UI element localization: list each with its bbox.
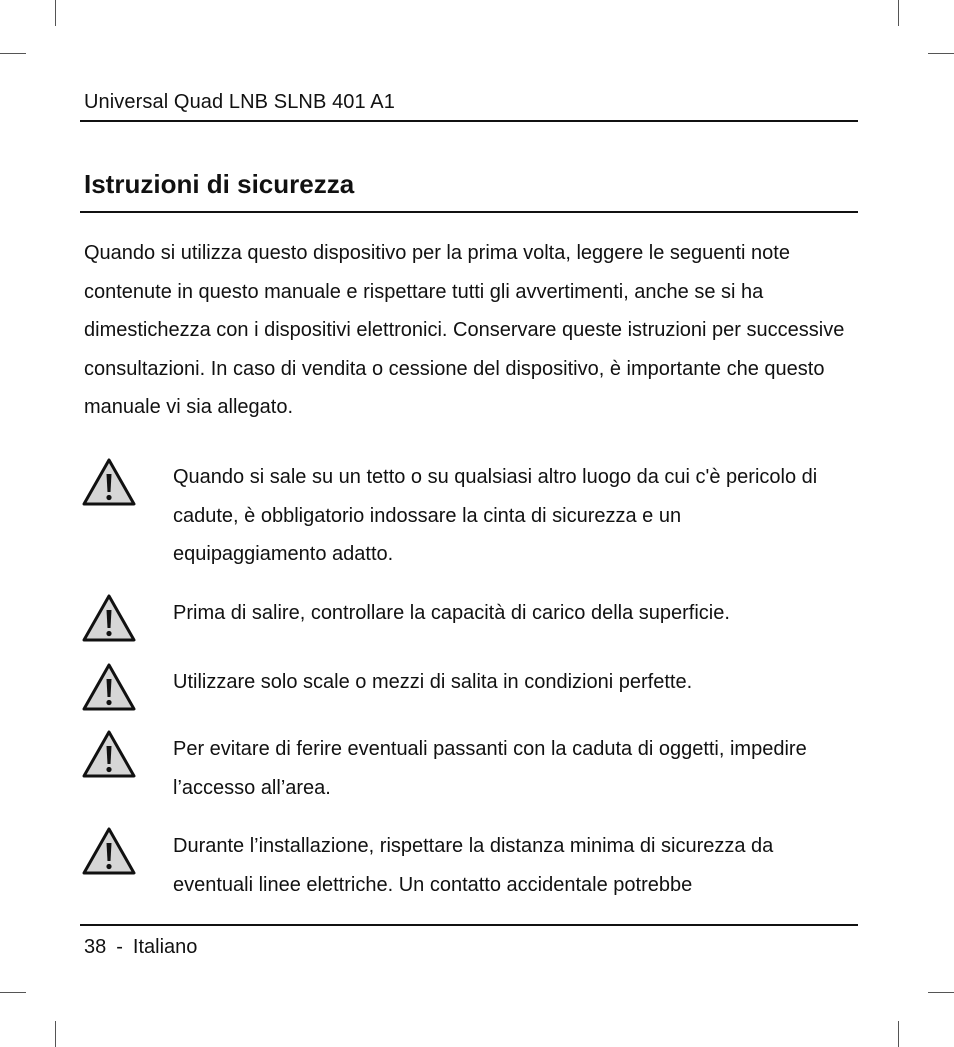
crop-mark-bottom-right bbox=[898, 1021, 899, 1047]
crop-mark-right-bottom bbox=[928, 992, 954, 993]
warning-text: Per evitare di ferire eventuali passanti con la caduta di oggetti, impedire l’accesso all’area. bbox=[173, 738, 807, 799]
heading-rule bbox=[80, 211, 858, 213]
crop-mark-bottom-left bbox=[55, 1021, 56, 1047]
warning-text: Prima di salire, controllare la capacità di carico della superficie. bbox=[173, 602, 730, 624]
running-header-title: Universal Quad LNB SLNB 401 A1 bbox=[84, 91, 395, 113]
warning-triangle-icon bbox=[82, 594, 136, 642]
warning-text: Utilizzare solo scale o mezzi di salita in condizioni perfette. bbox=[173, 671, 693, 693]
crop-mark-top-left bbox=[55, 0, 56, 26]
warning-text: Quando si sale su un tetto o su qualsiasi altro luogo da cui c'è pericolo di cadute, è obbligatorio indossare la cinta di sicurezza e un equipaggiamento adatto. bbox=[173, 466, 818, 565]
crop-mark-left-bottom bbox=[0, 992, 26, 993]
footer-rule bbox=[80, 924, 858, 926]
warning-triangle-icon bbox=[82, 827, 136, 875]
crop-mark-top-right bbox=[898, 0, 899, 26]
footer-language: Italiano bbox=[132, 936, 198, 958]
page-footer bbox=[84, 932, 197, 962]
warning-triangle-icon bbox=[82, 458, 136, 506]
warning-text: Durante l’installazione, rispettare la distanza minima di sicurezza da eventuali linee elettriche. Un contatto accidentale potrebbe bbox=[173, 835, 774, 896]
crop-mark-left-top bbox=[0, 53, 26, 54]
section-heading: Istruzioni di sicurezza bbox=[84, 169, 355, 199]
page-number: 38 bbox=[84, 936, 107, 958]
warning-triangle-icon bbox=[82, 663, 136, 711]
warning-triangle-icon bbox=[82, 730, 136, 778]
footer-separator: - bbox=[116, 936, 123, 958]
crop-mark-right-top bbox=[928, 53, 954, 54]
intro-paragraph: Quando si utilizza questo dispositivo per la prima volta, leggere le seguenti note contenute in questo manuale e rispettare tutti gli avvertimenti, anche se si ha dimestichezza con i dispositivi elettronici. Conservare queste istruzioni per successive consultazioni. In caso di vendita o cessione del dispositivo, è importante che questo manuale vi sia allegato. bbox=[84, 242, 845, 418]
header-rule bbox=[80, 120, 858, 122]
